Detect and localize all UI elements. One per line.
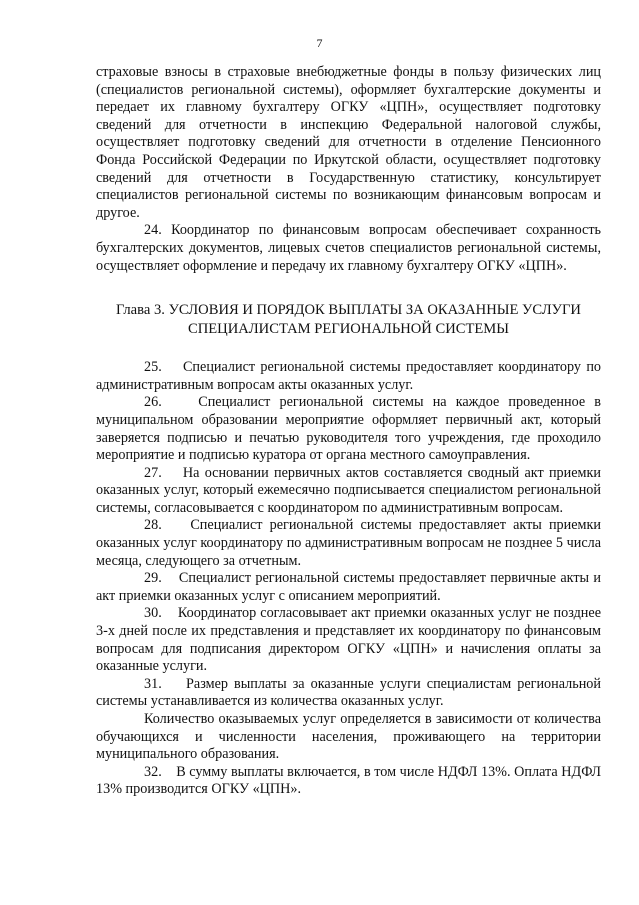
paragraph-continuation: страховые взносы в страховые внебюджетные фонды в пользу физических лиц (специалистов региональной системы), оформляет бухгалтерские документы и передает их главному бухгалтеру ОГКУ «ЦПН», осуществляет подготовку сведений для отчетности в инспекцию Федеральной налоговой службы, осуществляет подготовку сведений для отчетности в отделение Пенсионного Фонда Российской Федерации по Иркутской области, осуществляет подготовку сведений для отчетности в Государственную статистику, консультирует специалистов региональной системы по возникающим финансовым вопросам и другое.: [96, 64, 601, 221]
paragraph-26: 26. Специалист региональной системы на каждое проведенное в муниципальном образовании мероприятие оформляет первичный акт, который заверяется подписью и печатью руководителя того учреждения, где проходило мероприятие и подписью куратора от органа местного самоуправления.: [96, 394, 601, 464]
paragraph-25: 25. Специалист региональной системы предоставляет координатору по административным вопросам акты оказанных услуг.: [96, 359, 601, 393]
chapter-title-line: СПЕЦИАЛИСТАМ РЕГИОНАЛЬНОЙ СИСТЕМЫ: [187, 321, 510, 338]
paragraph-24: 24. Координатор по финансовым вопросам обеспечивает сохранность бухгалтерских документов, лицевых счетов специалистов региональной системы, осуществляет оформление и передачу их главному бухгалтеру ОГКУ «ЦПН».: [96, 222, 601, 274]
paragraph-31-continued: Количество оказываемых услуг определяется в зависимости от количества обучающихся и численности населения, проживающего на территории муниципального образования.: [96, 711, 601, 763]
paragraph-31: 31. Размер выплаты за оказанные услуги специалистам региональной системы устанавливается из количества оказанных услуг.: [96, 675, 601, 710]
document-body: [96, 64, 601, 799]
page-number: 7: [316, 36, 323, 50]
paragraph-30: 30. Координатор согласовывает акт приемки оказанных услуг не позднее 3-х дней после их представления и представляет их координатору по финансовым вопросам для подписания директором ОГКУ «ЦПН» и начисления оплаты за оказанные услуги.: [96, 605, 601, 675]
paragraph-29: 29. Специалист региональной системы предоставляет первичные акты и акт приемки оказанных услуг с описанием мероприятий.: [96, 570, 601, 604]
paragraph-28: 28. Специалист региональной системы предоставляет акты приемки оказанных услуг координатору по административным вопросам не позднее 5 числа месяца, следующего за отчетным.: [96, 517, 601, 569]
paragraph-27: 27. На основании первичных актов составляется сводный акт приемки оказанных услуг, который ежемесячно подписывается специалистом региональной системы, согласовывается с координатором по административным вопросам.: [96, 464, 601, 516]
chapter-title: [96, 301, 601, 339]
paragraph-32: 32. В сумму выплаты включается, в том числе НДФЛ 13%. Оплата НДФЛ 13% производится ОГКУ «ЦПН».: [96, 763, 601, 798]
chapter-title-line: Глава 3. УСЛОВИЯ И ПОРЯДОК ВЫПЛАТЫ ЗА ОКАЗАННЫЕ УСЛУГИ: [116, 302, 581, 319]
